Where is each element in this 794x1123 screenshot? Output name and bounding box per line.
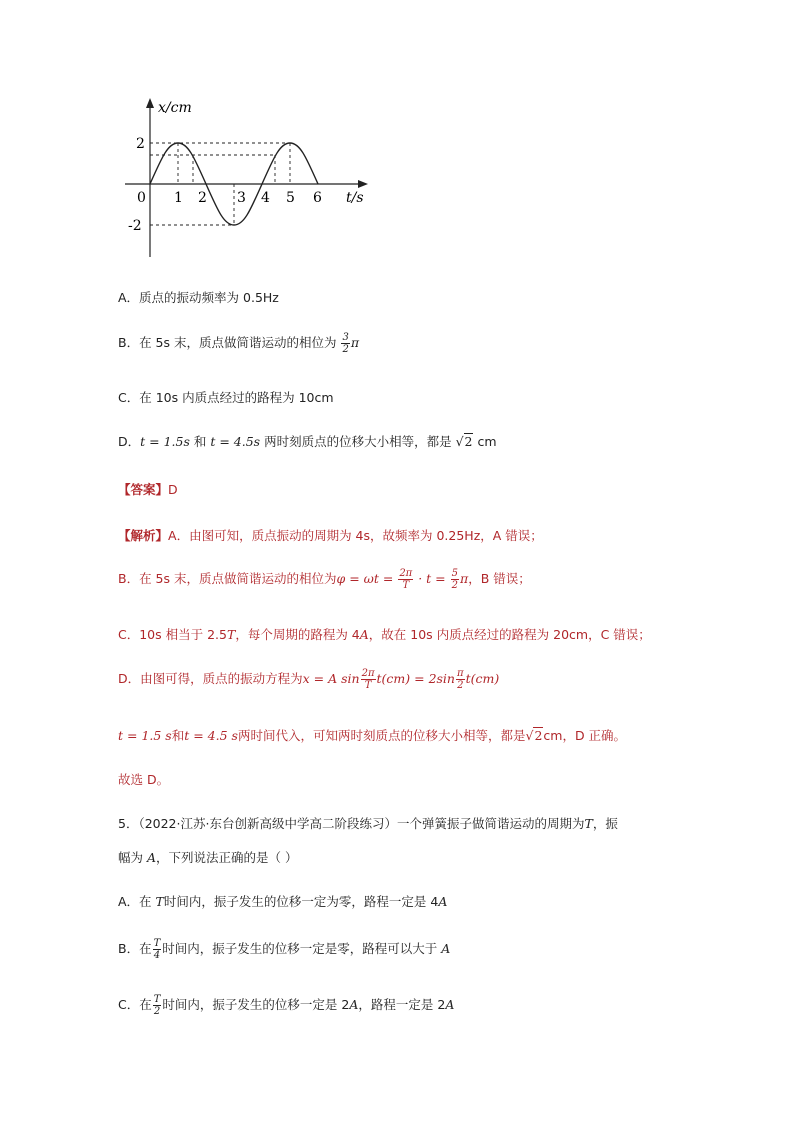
analysis-line-4: D．由图可得，质点的振动方程为x = A sin $\frac{2\pi}{T}$ t(cm) = 2sin $\frac{\pi}{2}$ t(cm) <box>118 668 500 691</box>
option-b-pi: π <box>350 335 360 350</box>
y-tick-2: 2 <box>136 136 145 152</box>
x-axis-label: t/s <box>346 190 364 206</box>
answer-line <box>118 480 178 498</box>
y-axis-arrow <box>146 98 154 108</box>
analysis-line-3: C．10s 相当于 2.5T，每个周期的路程为 4A，故在 10s 内质点经过的路程为 20cm，C 错误； <box>118 627 651 642</box>
analysis-line-1: 【解析】A．由图可知，质点振动的周期为 4s，故频率为 0.25Hz，A 错误； <box>118 528 543 543</box>
analysis-label: 【解析】 <box>118 528 169 543</box>
x-tick-1: 1 <box>174 190 183 206</box>
question-5-line-1: 5．（2022·江苏·东台创新高级中学高二阶段练习）一个弹簧振子做简谐运动的周期为T，振 <box>118 816 618 831</box>
x-tick-2: 2 <box>198 190 207 206</box>
x-tick-6: 6 <box>313 190 322 206</box>
analysis-line-2: B．在 5s 末，质点做简谐运动的相位为φ = ωt = $\frac{2\pi}{T}$ · t = $\frac{5}{2}$ π，B 错误； <box>118 568 531 591</box>
x-axis-arrow <box>358 180 368 188</box>
origin-label: 0 <box>137 190 146 206</box>
x-tick-3: 3 <box>237 190 246 206</box>
y-axis-label: x/cm <box>158 100 192 116</box>
question-5-option-c: C．在 $\frac{T}{2}$ 时间内，振子发生的位移一定是 2A，路程一定是 2A <box>118 994 455 1017</box>
analysis-line-5: t = 1.5 s和t = 4.5 s两时间代入，可知两时刻质点的位移大小相等，都是√2cm，D 正确。 <box>118 728 627 743</box>
question-5-option-b: B．在 $\frac{T}{4}$ 时间内，振子发生的位移一定是零，路程可以大于 A <box>118 938 451 961</box>
option-d-t1: t = 1.5s <box>140 434 190 449</box>
displacement-time-graph <box>110 92 380 262</box>
option-b <box>118 332 359 355</box>
option-c <box>118 388 334 406</box>
option-d-sqrt: √2 <box>455 434 473 449</box>
option-a <box>118 288 279 306</box>
y-tick-neg2: -2 <box>128 218 142 234</box>
option-d-t2: t = 4.5s <box>210 434 261 449</box>
answer-label: 【答案】 <box>118 482 169 497</box>
x-tick-4: 4 <box>261 190 270 206</box>
option-b-fraction: $\frac{3}{2}$ <box>342 332 349 355</box>
option-c-text: C．在 10s 内质点经过的路程为 10cm <box>118 390 334 405</box>
analysis-conclusion: 故选 D。 <box>118 772 170 787</box>
option-d: D．t = 1.5s 和 t = 4.5s 两时刻质点的位移大小相等，都是 √2 cm <box>118 434 497 449</box>
option-a-text: A．质点的振动频率为 0.5Hz <box>118 290 279 305</box>
x-tick-5: 5 <box>286 190 295 206</box>
question-5-option-a: A．在 T时间内，振子发生的位移一定为零，路程一定是 4A <box>118 894 448 909</box>
answer-value: D <box>168 482 178 497</box>
option-b-text: B．在 5s 末，质点做简谐运动的相位为 <box>118 335 337 350</box>
question-5-line-2: 幅为 A，下列说法正确的是（ ） <box>118 850 298 865</box>
